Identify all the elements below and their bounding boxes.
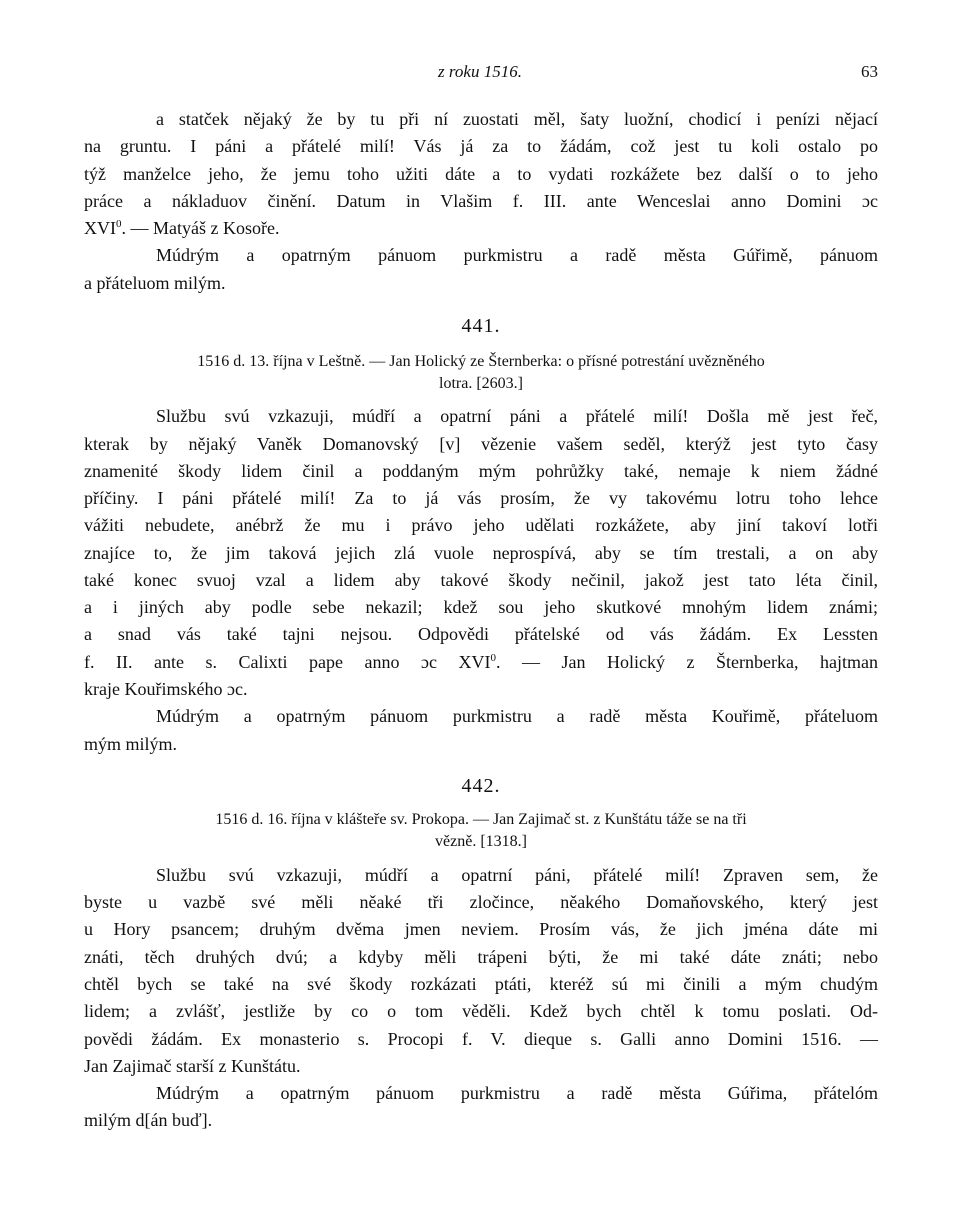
paragraph-line: vážiti nebudete, anébrž že mu i právo jeho udělati rozkážete, aby jiní takoví lotři: [84, 515, 878, 535]
paragraph-line: práce a nákladuov činění. Datum in Vlašim f. III. ante Wenceslai anno Domini ɔc: [84, 191, 878, 211]
paragraph-line: na gruntu. I páni a přátelé milí! Vás já za to žádám, což jest tu koli ostalo po: [84, 136, 878, 156]
paragraph-line: příčiny. I páni přátelé milí! Za to já vás prosím, že vy takovému lotru toho lehce: [84, 488, 878, 508]
paragraph-line: Jan Zajimač starší z Kunštátu.: [84, 1056, 301, 1076]
running-head-title: z roku 1516.: [438, 62, 522, 81]
address-line: a přáteluom milým.: [84, 273, 226, 293]
paragraph-line: znamenité škody lidem činil a poddaným mým pohrůžky také, nemaje k niem žádné: [84, 461, 878, 481]
document-number: 442.: [461, 775, 501, 797]
document-heading-line: 1516 d. 16. října v klášteře sv. Prokopa. — Jan Zajimač st. z Kunštátu táže se na tři: [215, 811, 747, 828]
superscript-zero: 0: [490, 652, 496, 664]
document-heading-line: lotra. [2603.]: [439, 375, 523, 392]
running-head: [82, 62, 878, 86]
page-number: 63: [861, 62, 878, 81]
paragraph-line: týž manželce jeho, že jemu toho užiti dáte a to vydati rozkážete bez další o to jeho: [84, 164, 878, 184]
paragraph-line: kraje Kouřimského ɔc.: [84, 679, 248, 699]
paragraph-line: byste u vazbě své měli něaké tři zločince, něakého Domaňovského, který jest: [84, 892, 878, 912]
document-heading-line: 1516 d. 13. října v Leštně. — Jan Holický ze Šternberka: o přísné potrestání uvězněného: [197, 353, 765, 370]
address-line: Múdrým a opatrným pánuom purkmistru a radě města Gúřimě, pánuom: [156, 245, 878, 265]
paragraph-line: kterak by nějaký Vaněk Domanovský [v] vězenie vašem seděl, kterýž jest tyto časy: [84, 434, 878, 454]
paragraph-line: Službu svú vzkazuji, múdří a opatrní páni a přátelé milí! Došla mě jest řeč,: [156, 406, 878, 426]
paragraph-line: lidem; a zvlášť, jestliže by co o tom věděli. Kdež bych chtěl k tomu poslati. Od-: [84, 1001, 878, 1021]
paragraph-line: a statček nějaký že by tu při ní zuostati měl, šaty luožní, chodicí i penízi nějací: [156, 109, 878, 129]
paragraph-line: znáti, těch druhých dvú; a kdyby měli trápeni býti, že mi také dáte znáti; nebo: [84, 947, 878, 967]
paragraph-line: chtěl bych se také na své škody rozkázati ptáti, kteréž sú mi činili a mým chudým: [84, 974, 878, 994]
address-line: Múdrým a opatrným pánuom purkmistru a radě města Gúřima, přátelóm: [156, 1083, 878, 1103]
paragraph-line: XVI$^0$. — Matyáš z Kosoře.: [84, 218, 280, 238]
address-line: mým milým.: [84, 734, 178, 754]
paragraph-line: povědi žádám. Ex monasterio s. Procopi f. V. dieque s. Galli anno Domini 1516. —: [84, 1029, 878, 1049]
paragraph-line: a snad vás také tajni nejsou. Odpovědi přátelské od vás žádám. Ex Lessten: [84, 624, 878, 644]
superscript-zero: 0: [116, 218, 122, 230]
paragraph-line: také konec svuoj vzal a lidem aby takové škody nečinil, jakož jest tato léta činil,: [84, 570, 878, 590]
document-heading-line: vězně. [1318.]: [435, 833, 527, 850]
address-line: Múdrým a opatrným pánuom purkmistru a radě města Kouřimě, přáteluom: [156, 706, 878, 726]
address-line: milým d[án buď].: [84, 1110, 213, 1130]
paragraph-line: Službu svú vzkazuji, múdří a opatrní páni, přátelé milí! Zpraven sem, že: [156, 865, 878, 885]
paragraph-line: znajíce to, že jim taková jejich zlá vuole neprospívá, aby se tím trestali, a on aby: [84, 543, 878, 563]
paragraph-line: f. II. ante s. Calixti pape anno ɔc XVI$^0$. — Jan Holický z Šternberka, hajtman: [84, 652, 878, 672]
document-number: 441.: [461, 315, 501, 337]
paragraph-line: u Hory psancem; druhým dvěma jmen neviem. Prosím vás, že jich jména dáte mi: [84, 919, 878, 939]
paragraph-line: a i jiných aby podle sebe nekazil; kdež sou jeho skutkové mnohým lidem známi;: [84, 597, 878, 617]
